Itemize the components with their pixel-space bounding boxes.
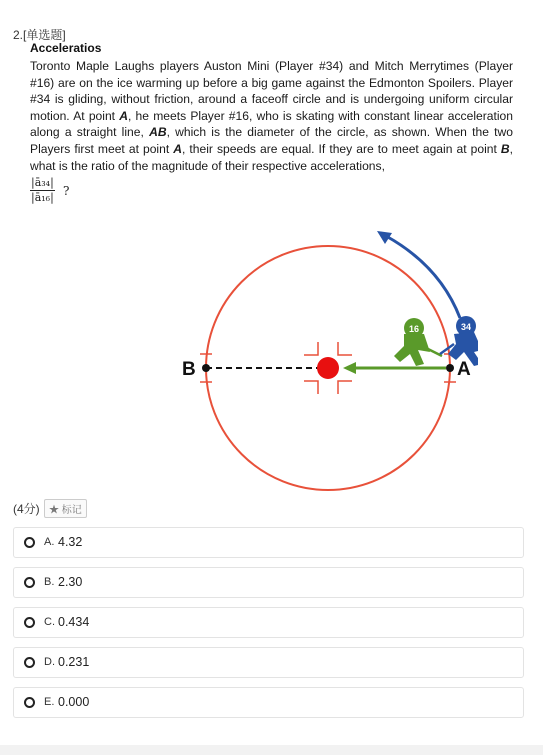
option-d[interactable] [13, 647, 524, 678]
option-value: 0.434 [58, 615, 90, 629]
player34-path-arrow [386, 236, 460, 318]
option-letter: D. [44, 656, 55, 668]
radio-icon[interactable] [24, 657, 35, 668]
ratio-question-mark: ? [63, 184, 70, 198]
option-a[interactable] [13, 527, 524, 558]
question-number: 2. [13, 28, 24, 42]
faceoff-circle-figure [178, 222, 478, 494]
option-b[interactable] [13, 567, 524, 598]
option-value: 0.231 [58, 655, 90, 669]
point-b-label: B [182, 359, 196, 380]
radio-icon[interactable] [24, 617, 35, 628]
option-value: 0.000 [58, 695, 90, 709]
question-title: Acceleratios [30, 41, 102, 55]
option-e[interactable] [13, 687, 524, 718]
score-label: (4分) [13, 502, 40, 516]
option-letter: A. [44, 536, 55, 548]
point-b-dot [202, 364, 210, 372]
option-letter: E. [44, 696, 55, 708]
acceleration-ratio [30, 176, 70, 205]
page-footer-bar [0, 745, 543, 755]
player34-number: 34 [460, 322, 472, 332]
option-value: 2.30 [58, 575, 83, 589]
point-a-dot [446, 364, 454, 372]
question-body: Toronto Maple Laughs players Auston Mini (Player #34) and Mitch Merrytimes (Player #16) are on the ice warming up before a big game against the Edmonton Spoilers. Player #34 is gliding, without friction, around a faceoff circle and is undergoing uniform circular motion. At point A, he meets Player #16, who is skating with constant linear acceleration along a straight line, AB, which is the diameter of the circle, as shown. When the two Players first meet at point A, their speeds are equal. If they are to meet again at point B, what is the ratio of the magnitude of their respective accelerations, [30, 59, 513, 173]
ratio-denominator: |ā₁₆| [31, 191, 54, 204]
player16-number: 16 [408, 324, 420, 334]
option-value: 4.32 [58, 535, 83, 549]
ratio-numerator: |ā₃₄| [31, 176, 54, 189]
faceoff-dot [317, 357, 339, 379]
mark-button[interactable]: ★ 标记 [44, 499, 87, 518]
radio-icon[interactable] [24, 697, 35, 708]
question-type: [单选题] [23, 28, 66, 42]
radio-icon[interactable] [24, 537, 35, 548]
player16-arrowhead [343, 362, 356, 374]
point-a-label: A [457, 359, 471, 380]
radio-icon[interactable] [24, 577, 35, 588]
option-c[interactable] [13, 607, 524, 638]
option-letter: C. [44, 616, 55, 628]
option-letter: B. [44, 576, 55, 588]
